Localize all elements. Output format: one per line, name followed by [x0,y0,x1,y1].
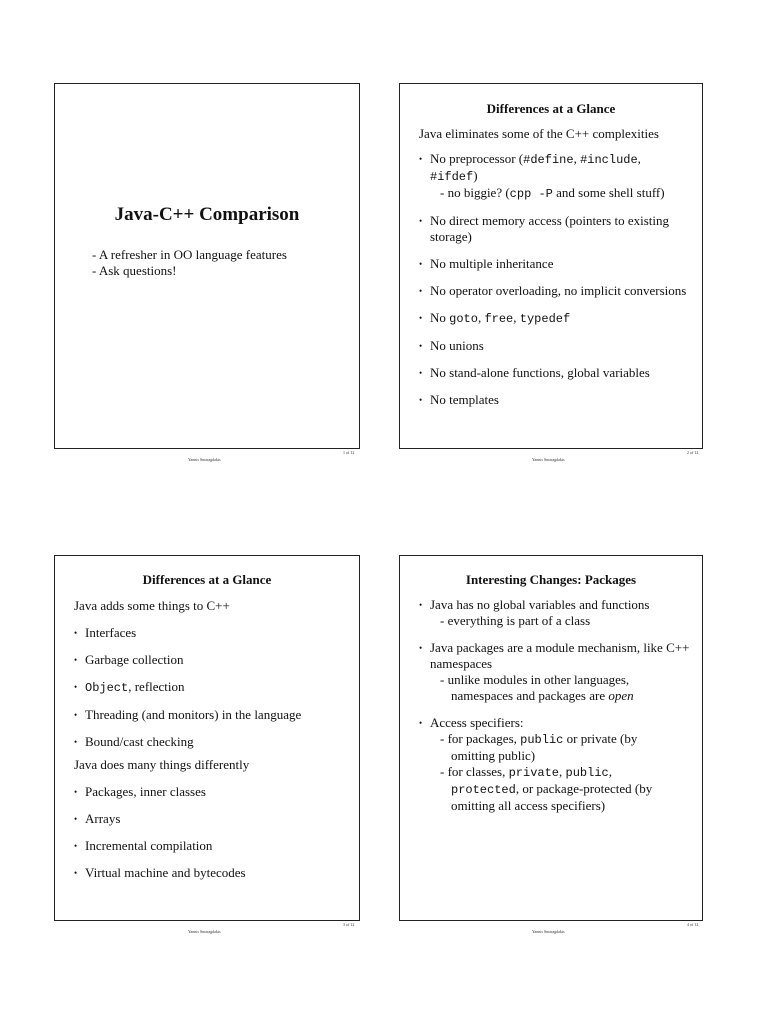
list-item: • Object, reflection [74,679,185,695]
slide-intro: Java adds some things to C++ [74,598,230,613]
bullet-icon: • [74,787,78,797]
bullet-icon: • [419,600,423,610]
bullet-icon: • [419,341,423,351]
footer-author: Yannis Smaragdakis [188,457,221,462]
footer-page-number: 4 of 12 [687,922,699,927]
slide-title: Differences at a Glance [486,101,616,116]
list-item: • No stand-alone functions, global variables [419,365,650,380]
list-item: • Java packages are a module mechanism, like C++ namespaces - unlike modules in other languages, namespaces and packages are open [419,640,690,703]
list-item: • No unions [419,338,484,353]
list-item: • Incremental compilation [74,838,213,853]
footer-page-number: 2 of 12 [687,450,699,455]
bullet-list [74,784,347,881]
bullet-icon: • [74,868,78,878]
list-item: • Threading (and monitors) in the language [74,707,302,722]
list-item: • No multiple inheritance [419,256,554,271]
bullet-icon: • [74,655,78,665]
bullet-icon: • [74,841,78,851]
bullet-icon: • [419,313,423,323]
list-item: • Java has no global variables and functions - everything is part of a class [419,597,650,628]
slide-2 [399,83,703,449]
bullet-list [74,625,347,750]
bullet-icon: • [74,682,78,692]
subtitle-line: - A refresher in OO language features [92,247,287,262]
bullet-icon: • [419,395,423,405]
bullet-icon: • [74,628,78,638]
footer-page-number: 1 of 12 [343,450,355,455]
list-item: • Packages, inner classes [74,784,206,799]
list-item: • Virtual machine and bytecodes [74,865,246,880]
footer-author: Yannis Smaragdakis [532,929,565,934]
list-item: • No operator overloading, no implicit conversions [419,283,687,298]
list-item: • No goto, free, typedef [419,310,571,326]
footer-author: Yannis Smaragdakis [188,929,221,934]
list-item: • Arrays [74,811,121,826]
bullet-icon: • [419,368,423,378]
bullet-icon: • [74,814,78,824]
bullet-list [419,597,690,814]
list-item: • No preprocessor (#define, #include, #ifdef) - no biggie? (cpp -P and some shell stuff) [419,151,665,201]
footer-author: Yannis Smaragdakis [532,457,565,462]
subtitle-line: - Ask questions! [92,263,177,278]
bullet-icon: • [419,259,423,269]
bullet-icon: • [419,718,423,728]
slide-4 [399,555,703,921]
list-item: • Bound/cast checking [74,734,194,749]
list-item: • No templates [419,392,499,407]
bullet-list [419,151,690,408]
slide-3 [54,555,360,921]
slide-intro: Java eliminates some of the C++ complexities [419,126,659,141]
slide-1 [54,83,360,449]
slide-title: Interesting Changes: Packages [465,572,637,587]
slide-intro-2: Java does many things differently [74,757,250,772]
slide-title: Differences at a Glance [142,572,272,587]
bullet-icon: • [419,216,423,226]
bullet-icon: • [74,737,78,747]
list-item: • No direct memory access (pointers to existing storage) [419,213,669,244]
bullet-icon: • [419,286,423,296]
list-item: • Interfaces [74,625,137,640]
bullet-icon: • [419,643,423,653]
slide-title: Java-C++ Comparison [114,204,300,225]
bullet-icon: • [74,710,78,720]
list-item: • Garbage collection [74,652,184,667]
list-item: • Access specifiers: - for packages, public or private (by omitting public) - for classes, private, public, protected, or package-protected (by omitting all access specifiers) [419,715,653,813]
footer-page-number: 3 of 12 [343,922,355,927]
bullet-icon: • [419,154,423,164]
